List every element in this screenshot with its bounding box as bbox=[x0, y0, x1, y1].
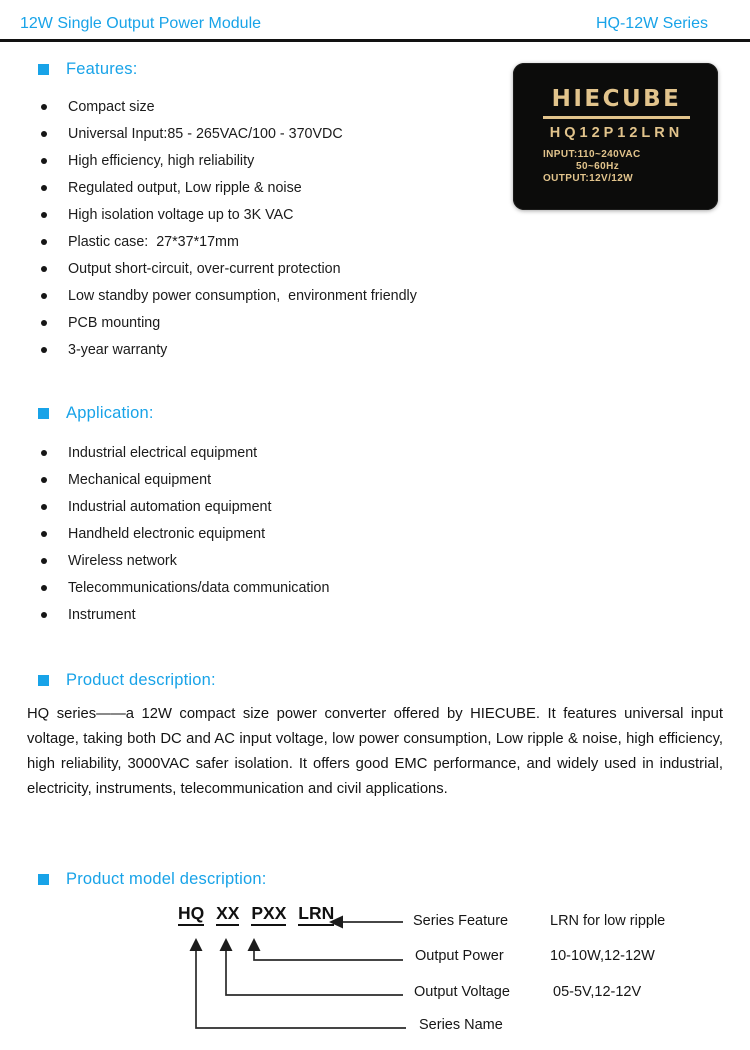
application-text: Wireless network bbox=[68, 552, 177, 569]
arrow-up-icon bbox=[190, 938, 203, 951]
series-name-header: HQ-12W Series bbox=[595, 15, 708, 32]
list-item bbox=[38, 282, 417, 309]
list-item bbox=[38, 147, 417, 174]
brand-logo: HIECUBE bbox=[543, 86, 690, 119]
product-description-heading-label: Product description: bbox=[66, 671, 216, 689]
product-description-paragraph: HQ series——a 12W compact size power converter offered by HIECUBE. It features universal input voltage, taking both DC and AC input voltage, low power consumption, Low ripple & noise, high efficiency, high reliability, 3000VAC safer isolation. It offers good EMC performance, and widely used in industrial, electricity, instruments, telecommunication and civil applications. bbox=[27, 706, 723, 797]
application-text: Handheld electronic equipment bbox=[68, 525, 266, 542]
square-bullet-icon bbox=[38, 675, 49, 686]
dot-bullet-icon bbox=[41, 347, 47, 353]
list-item bbox=[38, 574, 329, 601]
application-text: Telecommunications/data communication bbox=[68, 579, 330, 596]
list-item bbox=[38, 493, 329, 520]
dot-bullet-icon bbox=[41, 558, 47, 564]
dot-bullet-icon bbox=[41, 585, 47, 591]
application-text: Instrument bbox=[68, 606, 136, 623]
dot-bullet-icon bbox=[41, 239, 47, 245]
feature-text: Plastic case: 27*37*17mm bbox=[68, 233, 239, 250]
feature-text: Compact size bbox=[68, 98, 155, 115]
product-photo bbox=[513, 63, 718, 210]
list-item bbox=[38, 255, 417, 282]
feature-text: PCB mounting bbox=[68, 314, 161, 331]
list-item bbox=[38, 520, 329, 547]
feature-text: High efficiency, high reliability bbox=[68, 152, 255, 169]
model-part-power: PXX bbox=[251, 903, 286, 926]
header-divider bbox=[0, 39, 750, 42]
application-heading-label: Application: bbox=[66, 404, 154, 422]
list-item bbox=[38, 439, 329, 466]
model-code-diagram bbox=[0, 895, 750, 1050]
module-frequency-spec: 50~60Hz bbox=[576, 161, 620, 172]
application-text: Mechanical equipment bbox=[68, 471, 212, 488]
model-code bbox=[178, 903, 341, 924]
application-text: Industrial electrical equipment bbox=[68, 444, 258, 461]
list-item bbox=[38, 201, 417, 228]
dot-bullet-icon bbox=[41, 104, 47, 110]
page-title: 12W Single Output Power Module bbox=[20, 15, 262, 32]
module-input-spec: INPUT:110~240VAC bbox=[543, 149, 641, 160]
list-item bbox=[38, 93, 417, 120]
dot-bullet-icon bbox=[41, 477, 47, 483]
diagram-label-series-name: Series Name bbox=[419, 1017, 503, 1033]
feature-text: Low standby power consumption, environment friendly bbox=[68, 287, 417, 304]
module-specs bbox=[543, 149, 718, 185]
diagram-value-output-voltage: 05-5V,12-12V bbox=[553, 984, 642, 1000]
square-bullet-icon bbox=[38, 408, 49, 419]
list-item bbox=[38, 336, 417, 363]
feature-text: Output short-circuit, over-current protection bbox=[68, 260, 341, 277]
diagram-value-series-feature: LRN for low ripple bbox=[550, 913, 666, 929]
module-output-spec: OUTPUT:12V/12W bbox=[543, 173, 634, 184]
square-bullet-icon bbox=[38, 874, 49, 885]
model-description-heading-label: Product model description: bbox=[66, 870, 267, 888]
features-heading bbox=[38, 60, 138, 79]
diagram-label-output-power: Output Power bbox=[415, 948, 504, 964]
feature-text: 3-year warranty bbox=[68, 341, 168, 358]
model-part-voltage: XX bbox=[216, 903, 239, 926]
features-list bbox=[38, 93, 417, 363]
dot-bullet-icon bbox=[41, 450, 47, 456]
application-text: Industrial automation equipment bbox=[68, 498, 272, 515]
list-item bbox=[38, 309, 417, 336]
dot-bullet-icon bbox=[41, 531, 47, 537]
product-description-heading bbox=[38, 671, 216, 690]
module-model-number: HQ12P12LRN bbox=[549, 125, 684, 141]
feature-text: Universal Input:85 - 265VAC/100 - 370VDC bbox=[68, 125, 343, 142]
application-heading bbox=[38, 404, 154, 423]
square-bullet-icon bbox=[38, 64, 49, 75]
dot-bullet-icon bbox=[41, 612, 47, 618]
dot-bullet-icon bbox=[41, 266, 47, 272]
feature-text: Regulated output, Low ripple & noise bbox=[68, 179, 302, 196]
dot-bullet-icon bbox=[41, 158, 47, 164]
application-list bbox=[38, 439, 329, 628]
dot-bullet-icon bbox=[41, 504, 47, 510]
list-item bbox=[38, 120, 417, 147]
list-item bbox=[38, 601, 329, 628]
features-heading-label: Features: bbox=[66, 60, 138, 78]
list-item bbox=[38, 466, 329, 493]
diagram-value-output-power: 10-10W,12-12W bbox=[550, 948, 655, 964]
dot-bullet-icon bbox=[41, 293, 47, 299]
dot-bullet-icon bbox=[41, 131, 47, 137]
diagram-label-series-feature: Series Feature bbox=[413, 913, 509, 929]
list-item bbox=[38, 174, 417, 201]
model-part-series: HQ bbox=[178, 903, 204, 926]
list-item bbox=[38, 547, 329, 574]
diagram-label-output-voltage: Output Voltage bbox=[414, 984, 510, 1000]
model-description-heading bbox=[38, 870, 267, 889]
dot-bullet-icon bbox=[41, 320, 47, 326]
arrow-up-icon bbox=[220, 938, 233, 951]
dot-bullet-icon bbox=[41, 212, 47, 218]
list-item bbox=[38, 228, 417, 255]
dot-bullet-icon bbox=[41, 185, 47, 191]
feature-text: High isolation voltage up to 3K VAC bbox=[68, 206, 294, 223]
model-part-feature: LRN bbox=[298, 903, 334, 926]
arrow-up-icon bbox=[248, 938, 261, 951]
